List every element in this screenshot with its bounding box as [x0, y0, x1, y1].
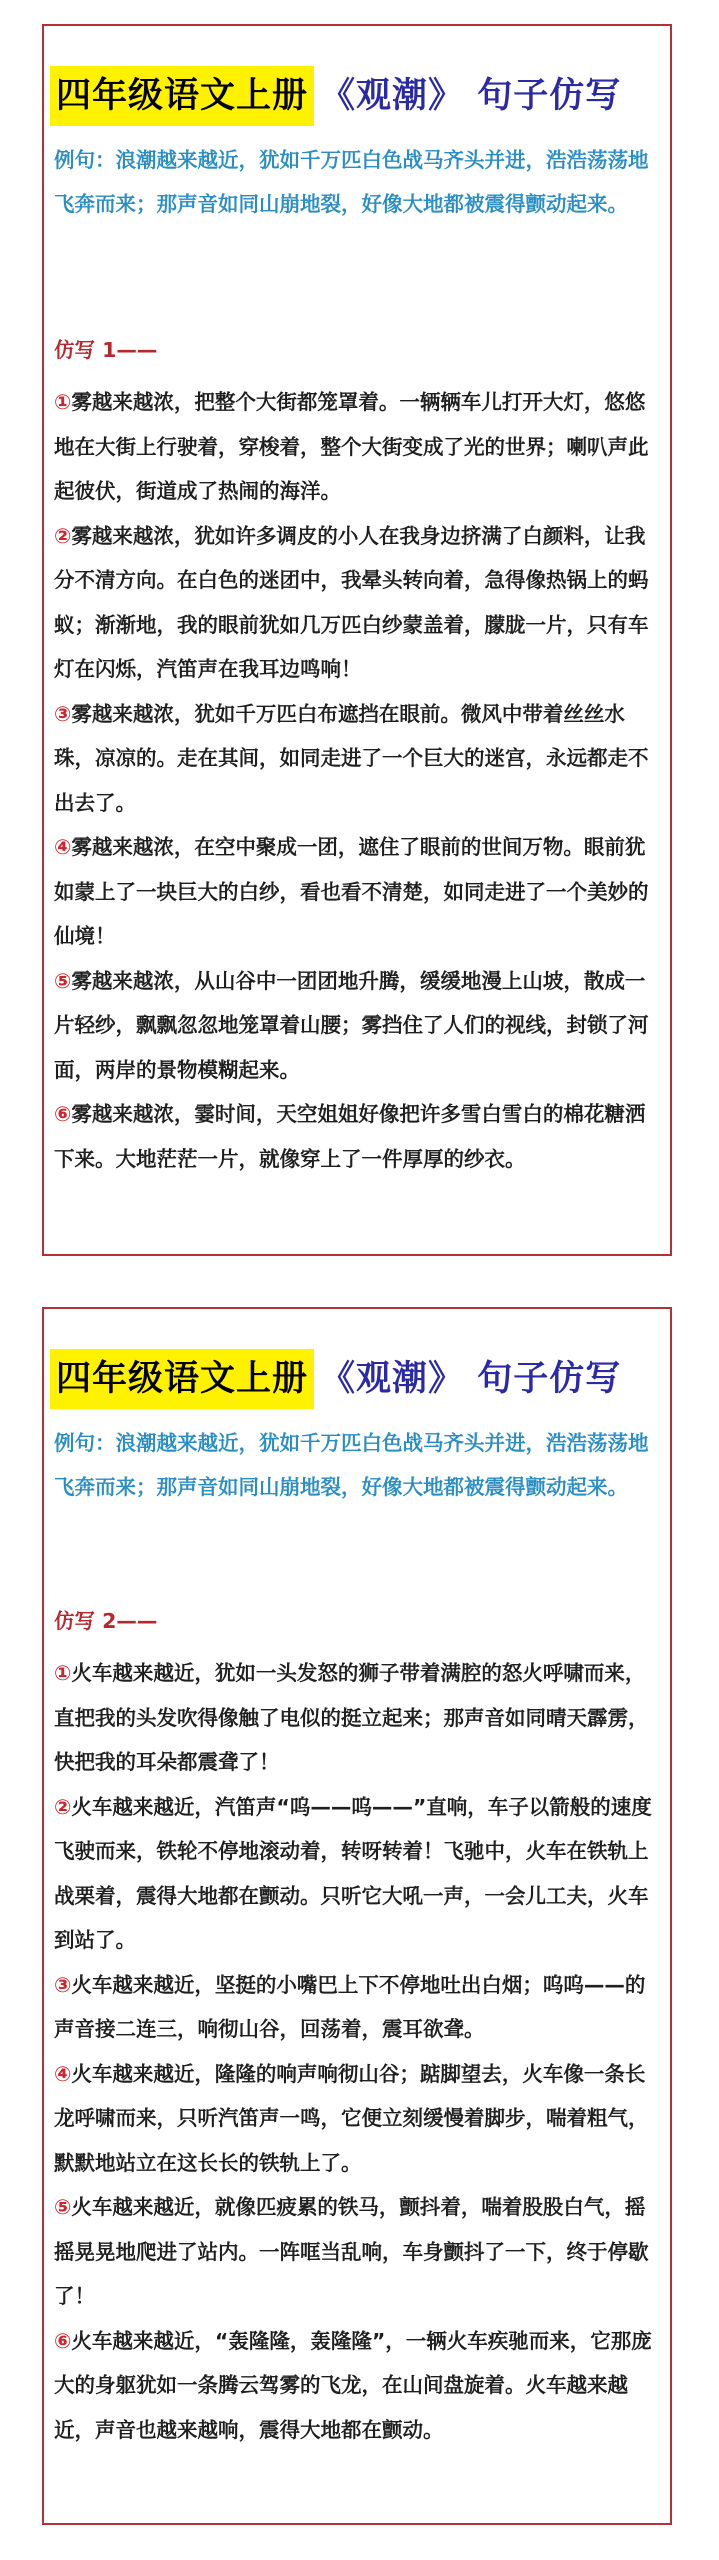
item-number: ④: [54, 2061, 72, 2086]
item-text: 火车越来越近，汽笛声“呜——呜——”直响，车子以箭般的速度飞驶而来，铁轮不停地滚动着，转呀转着！飞驰中，火车在铁轨上战栗着，震得大地都在颤动。只听它大吼一声，一会儿工夫，火车到站了。: [54, 1794, 652, 1952]
section-heading: 仿写 1——: [54, 338, 158, 362]
item-text: 雾越来越浓，犹如许多调皮的小人在我身边挤满了白颜料，让我分不清方向。在白色的迷团中，我晕头转向着，急得像热锅上的蚂蚁；渐渐地，我的眼前犹如几万匹白纱蒙盖着，朦胧一片，只有车灯在闪烁，汽笛声在我耳边鸣响！: [54, 523, 649, 681]
item-text: 火车越来越近，就像匹疲累的铁马，颤抖着，喘着股股白气，摇摇晃晃地爬进了站内。一阵哐当乱响，车身颤抖了一下，终于停歇了！: [54, 2195, 649, 2308]
exercise-card-2: [42, 1307, 672, 2525]
list-item: [54, 2185, 662, 2319]
list-item: [54, 692, 662, 826]
list-item: [54, 825, 662, 959]
item-list: [54, 1651, 662, 2452]
item-text: 雾越来越浓，在空中聚成一团，遮住了眼前的世间万物。眼前犹如蒙上了一块巨大的白纱，看也看不清楚，如同走进了一个美妙的仙境！: [54, 835, 649, 948]
list-item: [54, 1785, 662, 1963]
item-number: ③: [54, 701, 72, 726]
item-number: ⑥: [54, 2328, 72, 2353]
grade-title-highlight: 四年级语文上册: [50, 1349, 314, 1409]
item-number: ③: [54, 1972, 72, 1997]
item-text: 火车越来越近，犹如一头发怒的狮子带着满腔的怒火呼啸而来，直把我的头发吹得像触了电似的挺立起来；那声音如同晴天霹雳，快把我的耳朵都震聋了！: [54, 1661, 649, 1774]
item-text: 雾越来越浓，霎时间，天空姐姐好像把许多雪白雪白的棉花糖洒下来。大地茫茫一片，就像穿上了一件厚厚的纱衣。: [54, 1102, 646, 1171]
title-row: [50, 66, 664, 128]
example-sentence: 例句：浪潮越来越近，犹如千万匹白色战马齐头并进，浩浩荡荡地飞奔而来；那声音如同山崩地裂，好像大地都被震得颤动起来。: [54, 148, 649, 216]
item-number: ⑤: [54, 968, 72, 993]
list-item: [54, 1963, 662, 2052]
section-heading: 仿写 2——: [54, 1609, 158, 1633]
list-item: [54, 514, 662, 692]
item-text: 火车越来越近，坚挺的小嘴巴上下不停地吐出白烟；呜呜——的声音接二连三，响彻山谷，回荡着，震耳欲聋。: [54, 1972, 646, 2041]
list-item: [54, 1092, 662, 1181]
item-number: ②: [54, 1794, 72, 1819]
item-text: 雾越来越浓，犹如千万匹白布遮挡在眼前。微风中带着丝丝水珠，凉凉的。走在其间，如同走进了一个巨大的迷宫，永远都走不出去了。: [54, 701, 649, 815]
item-text: 雾越来越浓，从山谷中一团团地升腾，缓缓地漫上山坡，散成一片轻纱，飘飘忽忽地笼罩着山腰；雾挡住了人们的视线，封锁了河面，两岸的景物模糊起来。: [54, 968, 649, 1082]
example-sentence: 例句：浪潮越来越近，犹如千万匹白色战马齐头并进，浩浩荡荡地飞奔而来；那声音如同山崩地裂，好像大地都被震得颤动起来。: [54, 1431, 649, 1499]
lesson-title: 《观潮》 句子仿写: [320, 1358, 622, 1399]
list-item: [54, 959, 662, 1093]
item-text: 火车越来越近，“轰隆隆，轰隆隆”，一辆火车疾驰而来，它那庞大的身躯犹如一条腾云驾雾的飞龙，在山间盘旋着。火车越来越近，声音也越来越响，震得大地都在颤动。: [54, 2328, 652, 2442]
list-item: [54, 380, 662, 514]
item-number: ⑤: [54, 2195, 72, 2219]
grade-title-highlight: 四年级语文上册: [50, 66, 314, 126]
list-item: [54, 1651, 662, 1785]
item-text: 火车越来越近，隆隆的响声响彻山谷；踮脚望去，火车像一条长龙呼啸而来，只听汽笛声一鸣，它便立刻缓慢着脚步，喘着粗气，默默地站立在这长长的铁轨上了。: [54, 2061, 649, 2175]
item-number: ①: [54, 1661, 72, 1685]
item-text: 雾越来越浓，把整个大街都笼罩着。一辆辆车儿打开大灯，悠悠地在大街上行驶着，穿梭着，整个大街变成了光的世界；喇叭声此起彼伏，街道成了热闹的海洋。: [54, 390, 649, 503]
item-number: ⑥: [54, 1102, 72, 1126]
list-item: [54, 2319, 662, 2453]
lesson-title: 《观潮》 句子仿写: [320, 75, 622, 116]
item-list: [54, 380, 662, 1181]
list-item: [54, 2052, 662, 2186]
title-row: [50, 1349, 664, 1411]
item-number: ①: [54, 390, 72, 414]
exercise-card-1: [42, 24, 672, 1256]
item-number: ④: [54, 835, 72, 859]
item-number: ②: [54, 523, 72, 548]
